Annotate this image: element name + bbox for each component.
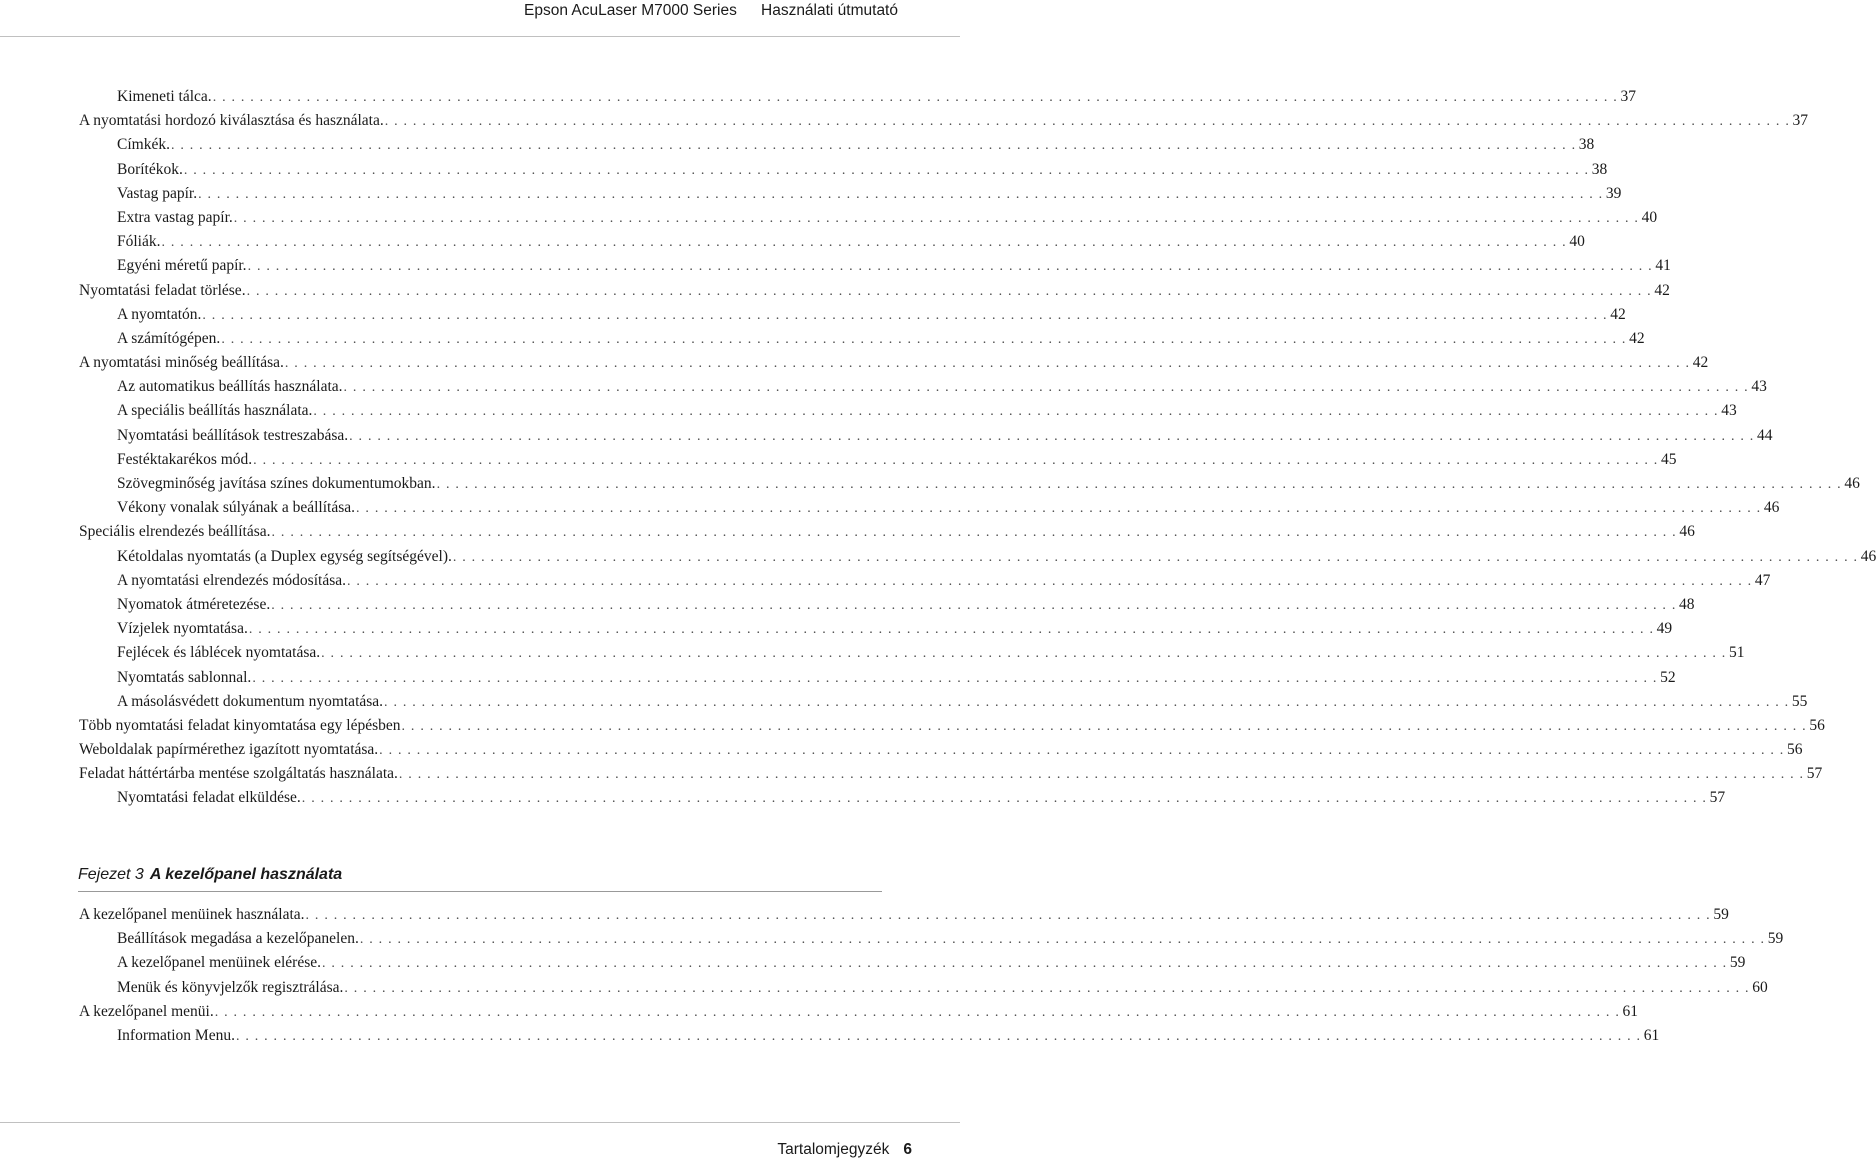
toc-dot-leader: . . . . . . . . . . . . . . . . . . . . . . . . . . . . . . . . . . . . . . . . . . . . . . . . . . . . . . . . . . . . . . . . . . . . . . . . . . . . . . . . . . . . . . . . . . . . . . . . . . . . . . . . . . . . . . . . . . . . . . . . . . . . . . . . . . . . . . . . . . . . . . . . . . . . . . <box>271 525 1677 541</box>
toc-dot-leader: . . . . . . . . . . . . . . . . . . . . . . . . . . . . . . . . . . . . . . . . . . . . . . . . . . . . . . . . . . . . . . . . . . . . . . . . . . . . . . . . . . . . . . . . . . . . . . . . . . . . . . . . . . . . . . . . . . . . . . . . . . . . . . . . . . . . . . . . . . . . . . . . . . . . . . <box>384 694 1790 710</box>
toc-entry-title: Festéktakarékos mód. <box>117 450 253 468</box>
toc-entry[interactable] <box>79 329 1645 353</box>
toc-entry-page-number: 42 <box>1654 281 1670 299</box>
toc-dot-leader: . . . . . . . . . . . . . . . . . . . . . . . . . . . . . . . . . . . . . . . . . . . . . . . . . . . . . . . . . . . . . . . . . . . . . . . . . . . . . . . . . . . . . . . . . . . . . . . . . . . . . . . . . . . . . . . . . . . . . . . . . . . . . . . . . . . . . . . . . . . . . . . . . . . . . . <box>198 186 1604 202</box>
toc-entry-page-number: 38 <box>1591 160 1608 178</box>
toc-entry-page-number: 37 <box>1792 112 1809 130</box>
toc-entry-title: A számítógépen. <box>117 329 221 347</box>
chapter-title: A kezelőpanel használata <box>149 866 343 883</box>
toc-entry[interactable] <box>79 905 1729 929</box>
toc-entry-page-number: 42 <box>1629 329 1645 347</box>
toc-dot-leader: . . . . . . . . . . . . . . . . . . . . . . . . . . . . . . . . . . . . . . . . . . . . . . . . . . . . . . . . . . . . . . . . . . . . . . . . . . . . . . . . . . . . . . . . . . . . . . . . . . . . . . . . . . . . . . . . . . . . . . . . . . . . . . . . . . . . . . . . . . . . . . . . . . . . . . <box>235 1028 1642 1044</box>
toc-entry-page-number: 39 <box>1605 184 1622 202</box>
toc-entry[interactable] <box>79 450 1677 474</box>
toc-entry-title: Szövegminőség javítása színes dokumentumokban. <box>117 475 436 492</box>
toc-entry-page-number: 60 <box>1752 978 1768 996</box>
toc-dot-leader: . . . . . . . . . . . . . . . . . . . . . . . . . . . . . . . . . . . . . . . . . . . . . . . . . . . . . . . . . . . . . . . . . . . . . . . . . . . . . . . . . . . . . . . . . . . . . . . . . . . . . . . . . . . . . . . . . . . . . . . . . . . . . . . . . . . . . . . . . . . . . . . . . . . . . . <box>252 670 1658 686</box>
toc-dot-leader: . . . . . . . . . . . . . . . . . . . . . . . . . . . . . . . . . . . . . . . . . . . . . . . . . . . . . . . . . . . . . . . . . . . . . . . . . . . . . . . . . . . . . . . . . . . . . . . . . . . . . . . . . . . . . . . . . . . . . . . . . . . . . . . . . . . . . . . . . . . . . . . . . . . . . . <box>221 331 1627 347</box>
toc-dot-leader: . . . . . . . . . . . . . . . . . . . . . . . . . . . . . . . . . . . . . . . . . . . . . . . . . . . . . . . . . . . . . . . . . . . . . . . . . . . . . . . . . . . . . . . . . . . . . . . . . . . . . . . . . . . . . . . . . . . . . . . . . . . . . . . . . . . . . . . . . . . . . . . . . . . . . . <box>321 646 1727 662</box>
toc-entry-title: A nyomtatón. <box>117 305 202 323</box>
header-product-name: Epson AcuLaser M7000 Series <box>524 2 737 19</box>
toc-dot-leader: . . . . . . . . . . . . . . . . . . . . . . . . . . . . . . . . . . . . . . . . . . . . . . . . . . . . . . . . . . . . . . . . . . . . . . . . . . . . . . . . . . . . . . . . . . . . . . . . . . . . . . . . . . . . . . . . . . . . . . . . . . . . . . . . . . . . . . . . . . . . . . . . . . . . . . <box>401 718 1807 734</box>
toc-dot-leader: . . . . . . . . . . . . . . . . . . . . . . . . . . . . . . . . . . . . . . . . . . . . . . . . . . . . . . . . . . . . . . . . . . . . . . . . . . . . . . . . . . . . . . . . . . . . . . . . . . . . . . . . . . . . . . . . . . . . . . . . . . . . . . . . . . . . . . . . . . . . . . . . . . . . . . <box>379 743 1785 759</box>
toc-entry-page-number: 61 <box>1622 1002 1639 1020</box>
page-footer <box>777 1141 912 1159</box>
toc-dot-leader: . . . . . . . . . . . . . . . . . . . . . . . . . . . . . . . . . . . . . . . . . . . . . . . . . . . . . . . . . . . . . . . . . . . . . . . . . . . . . . . . . . . . . . . . . . . . . . . . . . . . . . . . . . . . . . . . . . . . . . . . . . . . . . . . . . . . . . . . . . . . . . . . . . . . . . <box>170 138 1577 154</box>
toc-dot-leader: . . . . . . . . . . . . . . . . . . . . . . . . . . . . . . . . . . . . . . . . . . . . . . . . . . . . . . . . . . . . . . . . . . . . . . . . . . . . . . . . . . . . . . . . . . . . . . . . . . . . . . . . . . . . . . . . . . . . . . . . . . . . . . . . . . . . . . . . . . . . . . . . . . . . . . <box>247 259 1653 275</box>
toc-entry[interactable] <box>79 740 1803 764</box>
toc-entry-page-number: 46 <box>1860 547 1876 565</box>
toc-entry-page-number: 51 <box>1728 644 1745 662</box>
toc-entry-title: Egyéni méretű papír. <box>117 257 247 275</box>
toc-entry-title: Nyomatok átméretezése. <box>117 595 271 613</box>
toc-entry[interactable] <box>79 208 1658 232</box>
toc-entry-title: A nyomtatási minőség beállítása. <box>79 354 284 372</box>
toc-entry-title: Kimeneti tálca. <box>117 88 212 105</box>
toc-dot-leader: . . . . . . . . . . . . . . . . . . . . . . . . . . . . . . . . . . . . . . . . . . . . . . . . . . . . . . . . . . . . . . . . . . . . . . . . . . . . . . . . . . . . . . . . . . . . . . . . . . . . . . . . . . . . . . . . . . . . . . . . . . . . . . . . . . . . . . . . . . . . . . . . . . . . . . <box>161 235 1567 251</box>
toc-entry-title: Nyomtatási beállítások testreszabása. <box>117 426 349 444</box>
toc-entry-page-number: 37 <box>1620 88 1636 105</box>
toc-entry[interactable] <box>79 135 1595 159</box>
toc-dot-leader: . . . . . . . . . . . . . . . . . . . . . . . . . . . . . . . . . . . . . . . . . . . . . . . . . . . . . . . . . . . . . . . . . . . . . . . . . . . . . . . . . . . . . . . . . . . . . . . . . . . . . . . . . . . . . . . . . . . . . . . . . . . . . . . . . . . . . . . . . . . . . . . . . . . . . . <box>271 597 1677 613</box>
toc-entry-title: Beállítások megadása a kezelőpanelen. <box>117 930 359 948</box>
toc-entry[interactable] <box>79 305 1626 329</box>
toc-entry-page-number: 59 <box>1767 930 1784 948</box>
toc-entry-title: A kezelőpanel menüinek használata. <box>79 906 305 923</box>
toc-entry[interactable] <box>79 978 1768 1002</box>
toc-entry-page-number: 61 <box>1643 1026 1660 1044</box>
toc-entry-page-number: 42 <box>1610 305 1626 323</box>
toc-dot-leader: . . . . . . . . . . . . . . . . . . . . . . . . . . . . . . . . . . . . . . . . . . . . . . . . . . . . . . . . . . . . . . . . . . . . . . . . . . . . . . . . . . . . . . . . . . . . . . . . . . . . . . . . . . . . . . . . . . . . . . . . . . . . . . . . . . . . . . . . . . . . . . . . . . . . . . <box>436 477 1842 492</box>
toc-dot-leader: . . . . . . . . . . . . . . . . . . . . . . . . . . . . . . . . . . . . . . . . . . . . . . . . . . . . . . . . . . . . . . . . . . . . . . . . . . . . . . . . . . . . . . . . . . . . . . . . . . . . . . . . . . . . . . . . . . . . . . . . . . . . . . . . . . . . . . . . . . . . . . . . . . . . . . <box>246 283 1652 299</box>
toc-entry-page-number: 43 <box>1751 378 1767 396</box>
toc-entry-page-number: 59 <box>1729 954 1746 972</box>
toc-entry[interactable] <box>79 929 1784 953</box>
toc-entry-title: Több nyomtatási feladat kinyomtatása egy lépésben <box>79 716 401 734</box>
toc-entry[interactable] <box>79 595 1695 619</box>
toc-entry[interactable] <box>79 692 1808 716</box>
toc-entry[interactable] <box>79 256 1671 280</box>
toc-entry-title: Extra vastag papír. <box>117 208 233 226</box>
toc-entry-title: Kétoldalas nyomtatás (a Duplex egység segítségével). <box>117 547 452 565</box>
toc-entry[interactable] <box>79 643 1745 667</box>
toc-entry-page-number: 47 <box>1754 571 1771 589</box>
chapter-divider <box>78 891 882 892</box>
toc-entry[interactable] <box>79 401 1737 425</box>
toc-dot-leader: . . . . . . . . . . . . . . . . . . . . . . . . . . . . . . . . . . . . . . . . . . . . . . . . . . . . . . . . . . . . . . . . . . . . . . . . . . . . . . . . . . . . . . . . . . . . . . . . . . . . . . . . . . . . . . . . . . . . . . . . . . . . . . . . . . . . . . . . . . . . . . . . . . . . . . <box>233 210 1640 226</box>
toc-entry[interactable] <box>79 498 1780 522</box>
toc-dot-leader: . . . . . . . . . . . . . . . . . . . . . . . . . . . . . . . . . . . . . . . . . . . . . . . . . . . . . . . . . . . . . . . . . . . . . . . . . . . . . . . . . . . . . . . . . . . . . . . . . . . . . . . . . . . . . . . . . . . . . . . . . . . . . . . . . . . . . . . . . . . . . . . . . . . . . . <box>347 573 1753 589</box>
toc-entry[interactable] <box>79 619 1673 643</box>
toc-entry-title: Speciális elrendezés beállítása. <box>79 523 271 541</box>
toc-entry-page-number: 41 <box>1655 257 1671 275</box>
toc-entry[interactable] <box>79 953 1746 977</box>
toc-entry[interactable] <box>79 281 1670 305</box>
toc-entry[interactable] <box>79 353 1709 377</box>
toc-dot-leader: . . . . . . . . . . . . . . . . . . . . . . . . . . . . . . . . . . . . . . . . . . . . . . . . . . . . . . . . . . . . . . . . . . . . . . . . . . . . . . . . . . . . . . . . . . . . . . . . . . . . . . . . . . . . . . . . . . . . . . . . . . . . . . . . . . . . . . . . . . . . . . . . . . . . . . <box>305 908 1711 923</box>
toc-dot-leader: . . . . . . . . . . . . . . . . . . . . . . . . . . . . . . . . . . . . . . . . . . . . . . . . . . . . . . . . . . . . . . . . . . . . . . . . . . . . . . . . . . . . . . . . . . . . . . . . . . . . . . . . . . . . . . . . . . . . . . . . . . . . . . . . . . . . . . . . . . . . . . . . . . . . . . <box>343 380 1749 396</box>
toc-entry-page-number: 38 <box>1578 136 1595 154</box>
toc-entry[interactable] <box>79 87 1636 111</box>
toc-dot-leader: . . . . . . . . . . . . . . . . . . . . . . . . . . . . . . . . . . . . . . . . . . . . . . . . . . . . . . . . . . . . . . . . . . . . . . . . . . . . . . . . . . . . . . . . . . . . . . . . . . . . . . . . . . . . . . . . . . . . . . . . . . . . . . . . . . . . . . . . . . . . . . . . . . . . . . <box>313 404 1719 420</box>
toc-entry-title: Az automatikus beállítás használata. <box>117 378 343 396</box>
toc-dot-leader: . . . . . . . . . . . . . . . . . . . . . . . . . . . . . . . . . . . . . . . . . . . . . . . . . . . . . . . . . . . . . . . . . . . . . . . . . . . . . . . . . . . . . . . . . . . . . . . . . . . . . . . . . . . . . . . . . . . . . . . . . . . . . . . . . . . . . . . . . . . . . . . . . . . . . . <box>359 932 1766 948</box>
toc-entry[interactable] <box>79 160 1608 184</box>
toc-list-part2 <box>79 905 1784 1050</box>
toc-dot-leader: . . . . . . . . . . . . . . . . . . . . . . . . . . . . . . . . . . . . . . . . . . . . . . . . . . . . . . . . . . . . . . . . . . . . . . . . . . . . . . . . . . . . . . . . . . . . . . . . . . . . . . . . . . . . . . . . . . . . . . . . . . . . . . . . . . . . . . . . . . . . . . . . . . . . . . <box>253 452 1659 468</box>
toc-entry-page-number: 56 <box>1786 741 1803 759</box>
toc-dot-leader: . . . . . . . . . . . . . . . . . . . . . . . . . . . . . . . . . . . . . . . . . . . . . . . . . . . . . . . . . . . . . . . . . . . . . . . . . . . . . . . . . . . . . . . . . . . . . . . . . . . . . . . . . . . . . . . . . . . . . . . . . . . . . . . . . . . . . . . . . . . . . . . . . . . . . . <box>183 162 1590 178</box>
footer-page-number: 6 <box>903 1141 912 1158</box>
toc-entry-page-number: 52 <box>1660 668 1676 686</box>
toc-entry-page-number: 44 <box>1756 426 1773 444</box>
toc-entry[interactable] <box>79 1026 1660 1050</box>
toc-dot-leader: . . . . . . . . . . . . . . . . . . . . . . . . . . . . . . . . . . . . . . . . . . . . . . . . . . . . . . . . . . . . . . . . . . . . . . . . . . . . . . . . . . . . . . . . . . . . . . . . . . . . . . . . . . . . . . . . . . . . . . . . . . . . . . . . . . . . . . . . . . . . . . . . . . . . . . <box>452 549 1859 565</box>
toc-entry-page-number: 43 <box>1721 402 1737 420</box>
toc-dot-leader: . . . . . . . . . . . . . . . . . . . . . . . . . . . . . . . . . . . . . . . . . . . . . . . . . . . . . . . . . . . . . . . . . . . . . . . . . . . . . . . . . . . . . . . . . . . . . . . . . . . . . . . . . . . . . . . . . . . . . . . . . . . . . . . . . . . . . . . . . . . . . . . . . . . . . . <box>284 356 1691 372</box>
toc-entry-title: Vékony vonalak súlyának a beállítása. <box>117 499 356 517</box>
toc-entry-title: Nyomtatási feladat elküldése. <box>117 789 301 807</box>
toc-entry-page-number: 42 <box>1692 354 1709 372</box>
toc-entry-title: A nyomtatási hordozó kiválasztása és használata. <box>79 112 384 130</box>
toc-entry-title: A speciális beállítás használata. <box>117 402 313 420</box>
toc-dot-leader: . . . . . . . . . . . . . . . . . . . . . . . . . . . . . . . . . . . . . . . . . . . . . . . . . . . . . . . . . . . . . . . . . . . . . . . . . . . . . . . . . . . . . . . . . . . . . . . . . . . . . . . . . . . . . . . . . . . . . . . . . . . . . . . . . . . . . . . . . . . . . . . . . . . . . . <box>202 307 1608 323</box>
toc-entry-page-number: 46 <box>1679 523 1695 541</box>
toc-entry[interactable] <box>79 184 1622 208</box>
toc-entry-title: Vastag papír. <box>117 184 198 202</box>
footer-divider <box>0 1122 960 1123</box>
toc-entry-title: Címkék. <box>117 136 170 154</box>
toc-entry-page-number: 46 <box>1763 499 1780 517</box>
header-divider <box>0 36 960 37</box>
toc-entry-title: Fóliák. <box>117 233 161 251</box>
toc-entry-title: A nyomtatási elrendezés módosítása. <box>117 571 346 589</box>
toc-entry-page-number: 59 <box>1713 906 1729 923</box>
toc-entry-page-number: 48 <box>1679 595 1695 613</box>
toc-entry-title: Information Menu. <box>117 1026 235 1044</box>
toc-entry[interactable] <box>79 1002 1639 1026</box>
toc-entry[interactable] <box>79 571 1771 595</box>
toc-dot-leader: . . . . . . . . . . . . . . . . . . . . . . . . . . . . . . . . . . . . . . . . . . . . . . . . . . . . . . . . . . . . . . . . . . . . . . . . . . . . . . . . . . . . . . . . . . . . . . . . . . . . . . . . . . . . . . . . . . . . . . . . . . . . . . . . . . . . . . . . . . . . . . . . . . . . . . <box>212 90 1618 105</box>
toc-entry-page-number: 56 <box>1809 716 1825 734</box>
toc-entry-title: Borítékok. <box>117 160 183 178</box>
toc-dot-leader: . . . . . . . . . . . . . . . . . . . . . . . . . . . . . . . . . . . . . . . . . . . . . . . . . . . . . . . . . . . . . . . . . . . . . . . . . . . . . . . . . . . . . . . . . . . . . . . . . . . . . . . . . . . . . . . . . . . . . . . . . . . . . . . . . . . . . . . . . . . . . . . . . . . . . . <box>322 956 1728 972</box>
toc-entry[interactable] <box>79 111 1809 135</box>
toc-entry-title: A másolásvédett dokumentum nyomtatása. <box>117 692 384 710</box>
toc-entry-title: Weboldalak papírmérethez igazított nyomtatása. <box>79 741 379 759</box>
chapter-label: Fejezet 3 <box>78 866 144 883</box>
toc-entry[interactable] <box>79 426 1773 450</box>
toc-dot-leader: . . . . . . . . . . . . . . . . . . . . . . . . . . . . . . . . . . . . . . . . . . . . . . . . . . . . . . . . . . . . . . . . . . . . . . . . . . . . . . . . . . . . . . . . . . . . . . . . . . . . . . . . . . . . . . . . . . . . . . . . . . . . . . . . . . . . . . . . . . . . . . . . . . . . . . <box>344 980 1750 996</box>
toc-dot-leader: . . . . . . . . . . . . . . . . . . . . . . . . . . . . . . . . . . . . . . . . . . . . . . . . . . . . . . . . . . . . . . . . . . . . . . . . . . . . . . . . . . . . . . . . . . . . . . . . . . . . . . . . . . . . . . . . . . . . . . . . . . . . . . . . . . . . . . . . . . . . . . . . . . . . . . <box>384 114 1791 130</box>
toc-dot-leader: . . . . . . . . . . . . . . . . . . . . . . . . . . . . . . . . . . . . . . . . . . . . . . . . . . . . . . . . . . . . . . . . . . . . . . . . . . . . . . . . . . . . . . . . . . . . . . . . . . . . . . . . . . . . . . . . . . . . . . . . . . . . . . . . . . . . . . . . . . . . . . . . . . . . . . <box>248 622 1655 638</box>
toc-entry[interactable] <box>79 764 1823 788</box>
header-guide-title: Használati útmutató <box>761 2 898 19</box>
toc-entry[interactable] <box>79 377 1767 401</box>
toc-entry-page-number: 40 <box>1641 208 1658 226</box>
toc-entry[interactable] <box>79 232 1585 256</box>
toc-entry-title: Nyomtatási feladat törlése. <box>79 281 246 299</box>
toc-entry-page-number: 45 <box>1660 450 1677 468</box>
toc-entry-page-number: 57 <box>1806 765 1823 783</box>
page-header <box>0 0 960 24</box>
toc-entry[interactable] <box>79 474 1860 498</box>
toc-entry-title: A kezelőpanel menüi. <box>79 1002 214 1020</box>
toc-entry[interactable] <box>79 668 1676 692</box>
toc-dot-leader: . . . . . . . . . . . . . . . . . . . . . . . . . . . . . . . . . . . . . . . . . . . . . . . . . . . . . . . . . . . . . . . . . . . . . . . . . . . . . . . . . . . . . . . . . . . . . . . . . . . . . . . . . . . . . . . . . . . . . . . . . . . . . . . . . . . . . . . . . . . . . . . . . . . . . . <box>398 767 1805 783</box>
toc-entry[interactable] <box>79 788 1726 812</box>
toc-dot-leader: . . . . . . . . . . . . . . . . . . . . . . . . . . . . . . . . . . . . . . . . . . . . . . . . . . . . . . . . . . . . . . . . . . . . . . . . . . . . . . . . . . . . . . . . . . . . . . . . . . . . . . . . . . . . . . . . . . . . . . . . . . . . . . . . . . . . . . . . . . . . . . . . . . . . . . <box>214 1004 1621 1020</box>
toc-entry[interactable] <box>79 522 1695 546</box>
toc-entry[interactable] <box>79 547 1876 571</box>
toc-list-part1 <box>79 87 1876 813</box>
toc-entry-page-number: 40 <box>1569 233 1585 251</box>
footer-section-name: Tartalomjegyzék <box>777 1141 890 1158</box>
toc-entry-title: Vízjelek nyomtatása. <box>117 620 248 638</box>
toc-entry[interactable] <box>79 716 1825 740</box>
toc-dot-leader: . . . . . . . . . . . . . . . . . . . . . . . . . . . . . . . . . . . . . . . . . . . . . . . . . . . . . . . . . . . . . . . . . . . . . . . . . . . . . . . . . . . . . . . . . . . . . . . . . . . . . . . . . . . . . . . . . . . . . . . . . . . . . . . . . . . . . . . . . . . . . . . . . . . . . . <box>301 791 1708 807</box>
toc-entry-title: Feladat háttértárba mentése szolgáltatás használata. <box>79 765 398 783</box>
toc-entry-title: Fejlécek és láblécek nyomtatása. <box>117 644 321 662</box>
toc-entry-title: Nyomtatás sablonnal. <box>117 668 252 686</box>
toc-entry-page-number: 55 <box>1791 692 1808 710</box>
toc-dot-leader: . . . . . . . . . . . . . . . . . . . . . . . . . . . . . . . . . . . . . . . . . . . . . . . . . . . . . . . . . . . . . . . . . . . . . . . . . . . . . . . . . . . . . . . . . . . . . . . . . . . . . . . . . . . . . . . . . . . . . . . . . . . . . . . . . . . . . . . . . . . . . . . . . . . . . . <box>356 501 1762 517</box>
toc-entry-title: A kezelőpanel menüinek elérése. <box>117 954 321 972</box>
toc-entry-title: Menük és könyvjelzők regisztrálása. <box>117 978 344 996</box>
chapter-heading <box>78 866 342 884</box>
toc-entry-page-number: 57 <box>1709 789 1726 807</box>
toc-entry-page-number: 46 <box>1844 475 1860 492</box>
toc-entry-page-number: 49 <box>1656 620 1673 638</box>
toc-dot-leader: . . . . . . . . . . . . . . . . . . . . . . . . . . . . . . . . . . . . . . . . . . . . . . . . . . . . . . . . . . . . . . . . . . . . . . . . . . . . . . . . . . . . . . . . . . . . . . . . . . . . . . . . . . . . . . . . . . . . . . . . . . . . . . . . . . . . . . . . . . . . . . . . . . . . . . <box>349 428 1755 444</box>
